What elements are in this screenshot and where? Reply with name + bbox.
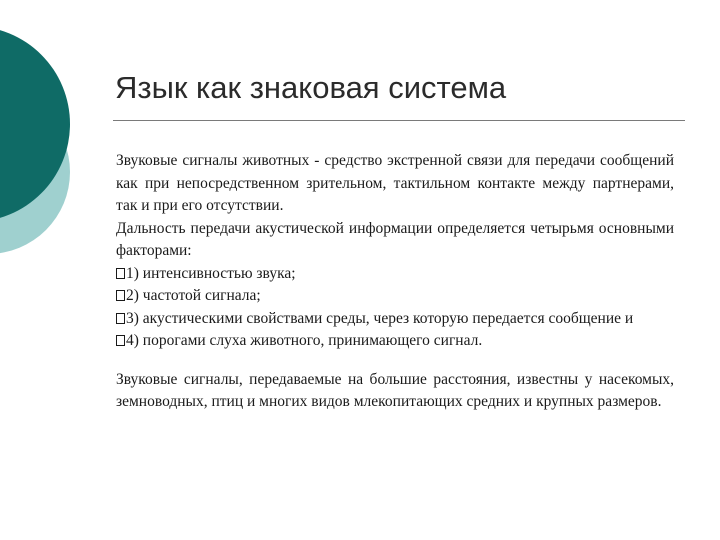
checkbox-bullet-icon [116,290,125,301]
checkbox-bullet-icon [116,313,125,324]
paragraph-signals: Звуковые сигналы животных - средство экстренной связи для передачи сообщений как при непосредственном зрительном, тактильном контакте между партнерами, так и при его отсутствии. [116,152,674,214]
factor-item: 2) частотой сигнала; [116,285,674,308]
checkbox-bullet-icon [116,268,125,279]
slide-title: Язык как знаковая система [115,70,507,105]
title-divider [113,120,685,121]
factor-item: 3) акустическими свойствами среды, через которую передается сообщение и [116,308,674,331]
paragraph-distance: Дальность передачи акустической информации определяется четырьмя основными факторами: [116,219,674,259]
checkbox-bullet-icon [116,335,125,346]
slide-body [116,150,674,414]
paragraph-closing: Звуковые сигналы, передаваемые на большие расстояния, известны у насекомых, земноводных, птиц и многих видов млекопитающих средних и крупных размеров. [116,370,674,410]
factor-item: 4) порогами слуха животного, принимающего сигнал. [116,330,674,353]
factor-item: 1) интенсивностью звука; [116,263,674,286]
spacer [116,353,674,369]
decorative-circles [0,0,120,300]
